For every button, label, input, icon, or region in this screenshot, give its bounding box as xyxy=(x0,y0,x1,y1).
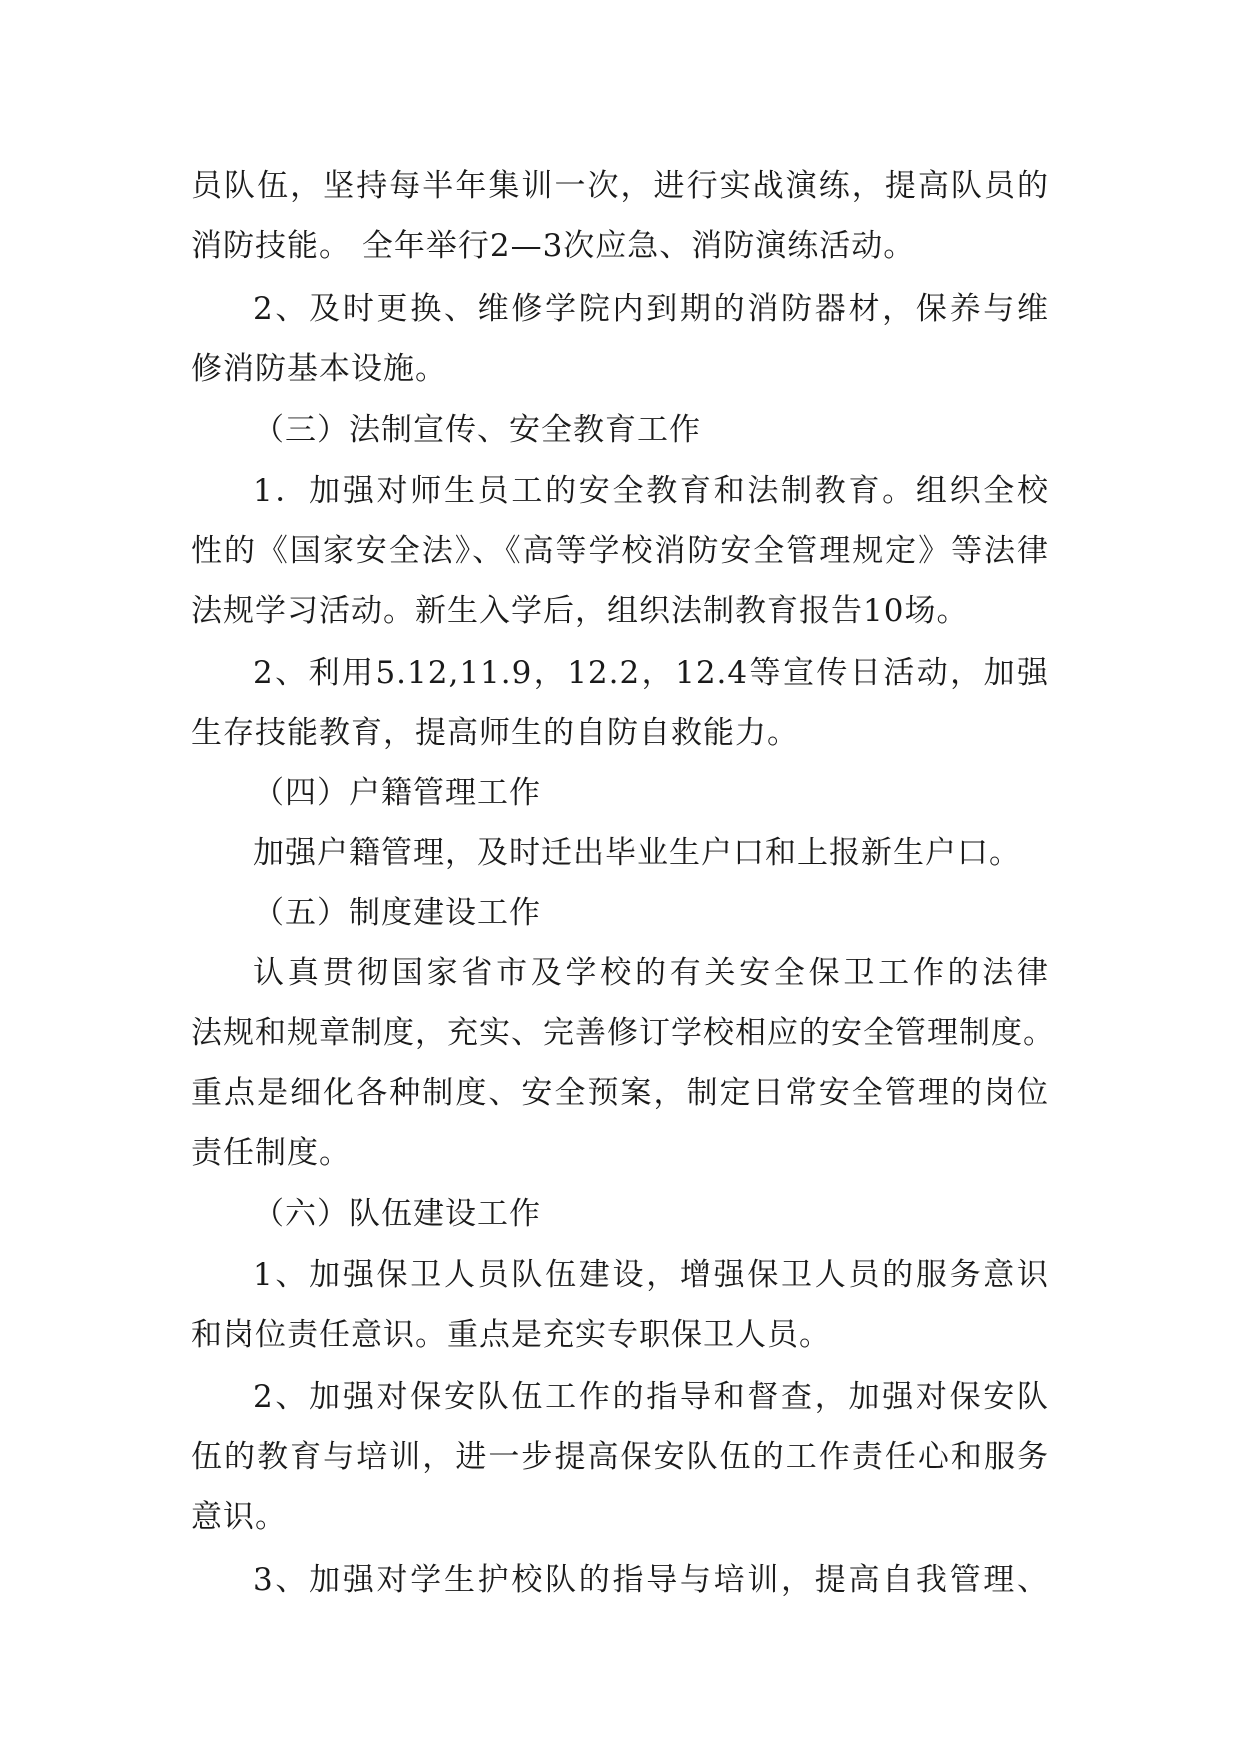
text-line: 性的《国家安全法》、《高等学校消防安全管理规定》等法律 xyxy=(191,533,1049,569)
text-line: 修消防基本设施。 xyxy=(191,351,447,387)
text-line: 2、及时更换、维修学院内到期的消防器材，保养与维 xyxy=(253,291,1049,327)
text-line: 和岗位责任意识。重点是充实专职保卫人员。 xyxy=(191,1317,831,1353)
text-line: 伍的教育与培训，进一步提高保安队伍的工作责任心和服务 xyxy=(191,1439,1049,1475)
text-line: 1、加强保卫人员队伍建设，增强保卫人员的服务意识 xyxy=(253,1257,1049,1293)
text-line: 2、加强对保安队伍工作的指导和督查，加强对保安队 xyxy=(253,1379,1049,1415)
section-heading: （五）制度建设工作 xyxy=(253,895,541,931)
text-line: 意识。 xyxy=(191,1499,287,1535)
text-line: 责任制度。 xyxy=(191,1135,351,1171)
text-line: 2、利用5.12,11.9，12.2，12.4等宣传日活动，加强 xyxy=(253,655,1049,691)
text-line: 加强户籍管理，及时迁出毕业生户口和上报新生户口。 xyxy=(253,835,1021,871)
text-line: 法规学习活动。新生入学后，组织法制教育报告10场。 xyxy=(191,593,969,629)
section-heading: （三）法制宣传、安全教育工作 xyxy=(253,412,701,448)
text-line: 生存技能教育，提高师生的自防自救能力。 xyxy=(191,715,799,751)
section-heading: （四）户籍管理工作 xyxy=(253,775,541,811)
text-line: 消防技能。 全年举行2—3次应急、消防演练活动。 xyxy=(191,228,916,264)
text-line: 法规和规章制度，充实、完善修订学校相应的安全管理制度。 xyxy=(191,1015,1055,1051)
text-line: 1．加强对师生员工的安全教育和法制教育。组织全校 xyxy=(253,473,1049,509)
text-line: 员队伍，坚持每半年集训一次，进行实战演练，提高队员的 xyxy=(191,168,1049,204)
section-heading: （六）队伍建设工作 xyxy=(253,1196,541,1232)
text-line: 重点是细化各种制度、安全预案，制定日常安全管理的岗位 xyxy=(191,1075,1049,1111)
text-line: 认真贯彻国家省市及学校的有关安全保卫工作的法律 xyxy=(253,955,1049,991)
text-line: 3、加强对学生护校队的指导与培训，提高自我管理、 xyxy=(253,1562,1049,1598)
